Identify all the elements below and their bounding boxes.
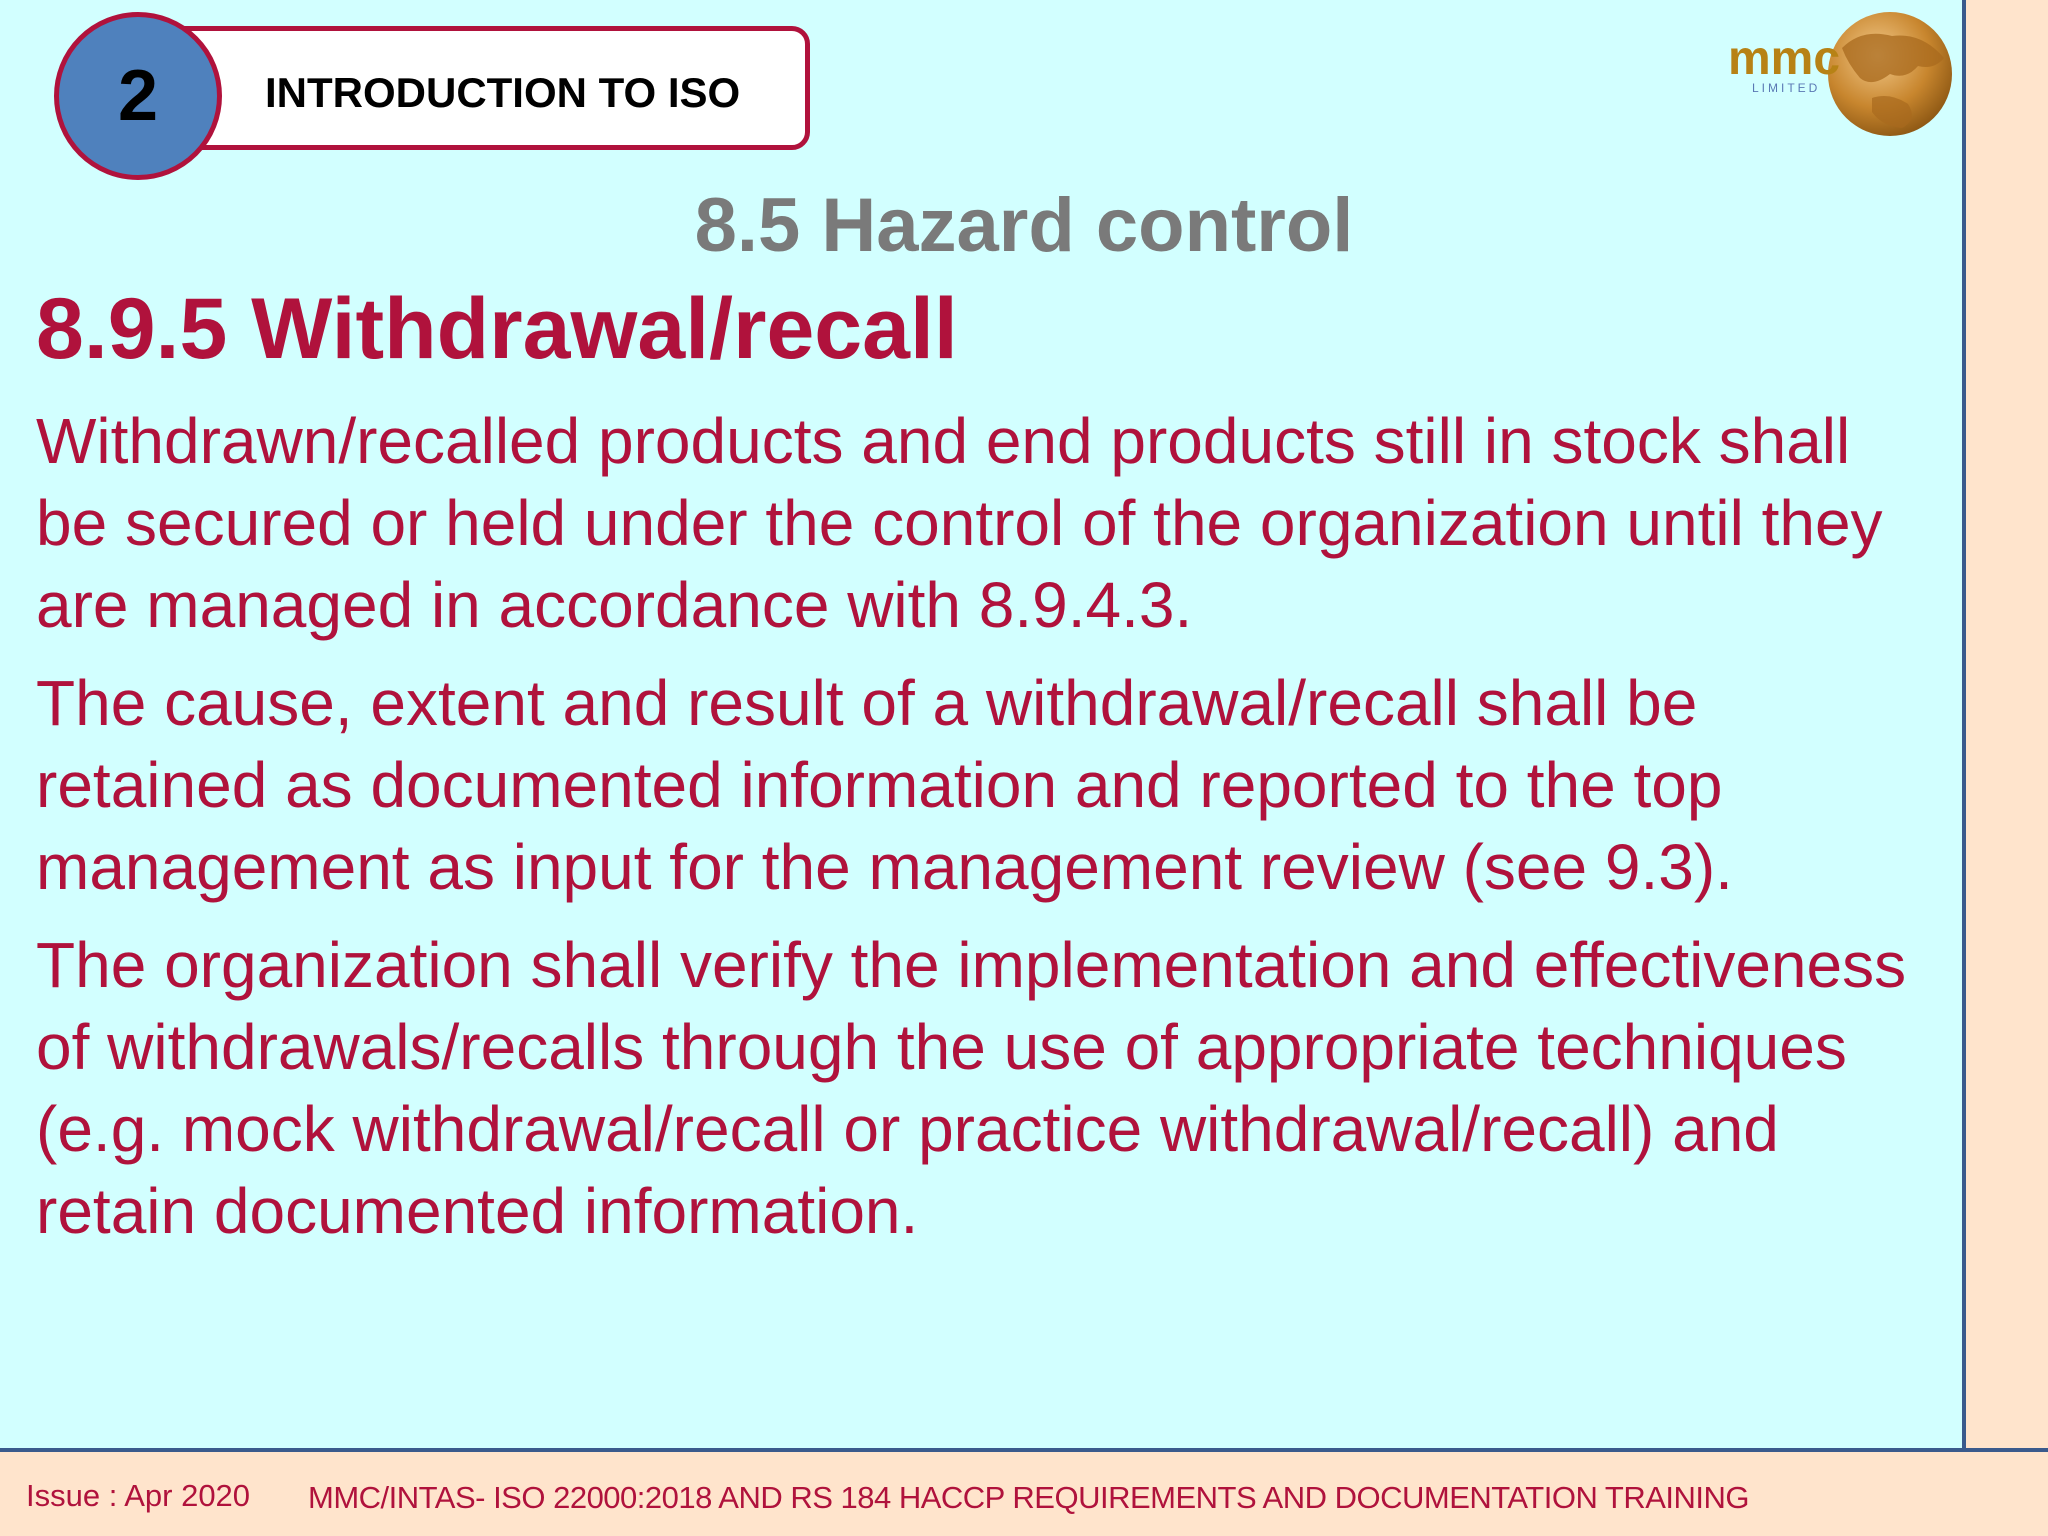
section-label: INTRODUCTION TO ISO bbox=[265, 69, 741, 116]
slide-body bbox=[36, 400, 1936, 1268]
mmc-logo bbox=[1722, 8, 1962, 148]
footer-course-title: MMC/INTAS- ISO 22000:2018 AND RS 184 HACCP REQUIREMENTS AND DOCUMENTATION TRAINING bbox=[308, 1480, 1750, 1515]
body-paragraph: The cause, extent and result of a withdrawal/recall shall be retained as documented information and reported to the top management as input for the management review (see 9.3). bbox=[36, 667, 1733, 903]
logo-text: mmc bbox=[1728, 32, 1841, 85]
logo-subtext: LIMITED bbox=[1752, 81, 1821, 95]
section-number: 2 bbox=[117, 56, 159, 136]
footer-issue-date: Issue : Apr 2020 bbox=[26, 1478, 251, 1513]
footer-bar bbox=[0, 1448, 2048, 1536]
section-number-badge bbox=[54, 12, 222, 180]
section-header-box bbox=[150, 26, 810, 150]
section-subtitle: 8.5 Hazard control bbox=[694, 183, 1354, 268]
slide-title: 8.9.5 Withdrawal/recall bbox=[36, 281, 958, 377]
body-paragraph: Withdrawn/recalled products and end products still in stock shall be secured or held under the control of the organization until they are managed in accordance with 8.9.4.3. bbox=[36, 405, 1883, 641]
body-paragraph: The organization shall verify the implementation and effectiveness of withdrawals/recalls through the use of appropriate techniques (e.g. mock withdrawal/recall or practice withdrawal/recall) and retain documented information. bbox=[36, 929, 1907, 1247]
